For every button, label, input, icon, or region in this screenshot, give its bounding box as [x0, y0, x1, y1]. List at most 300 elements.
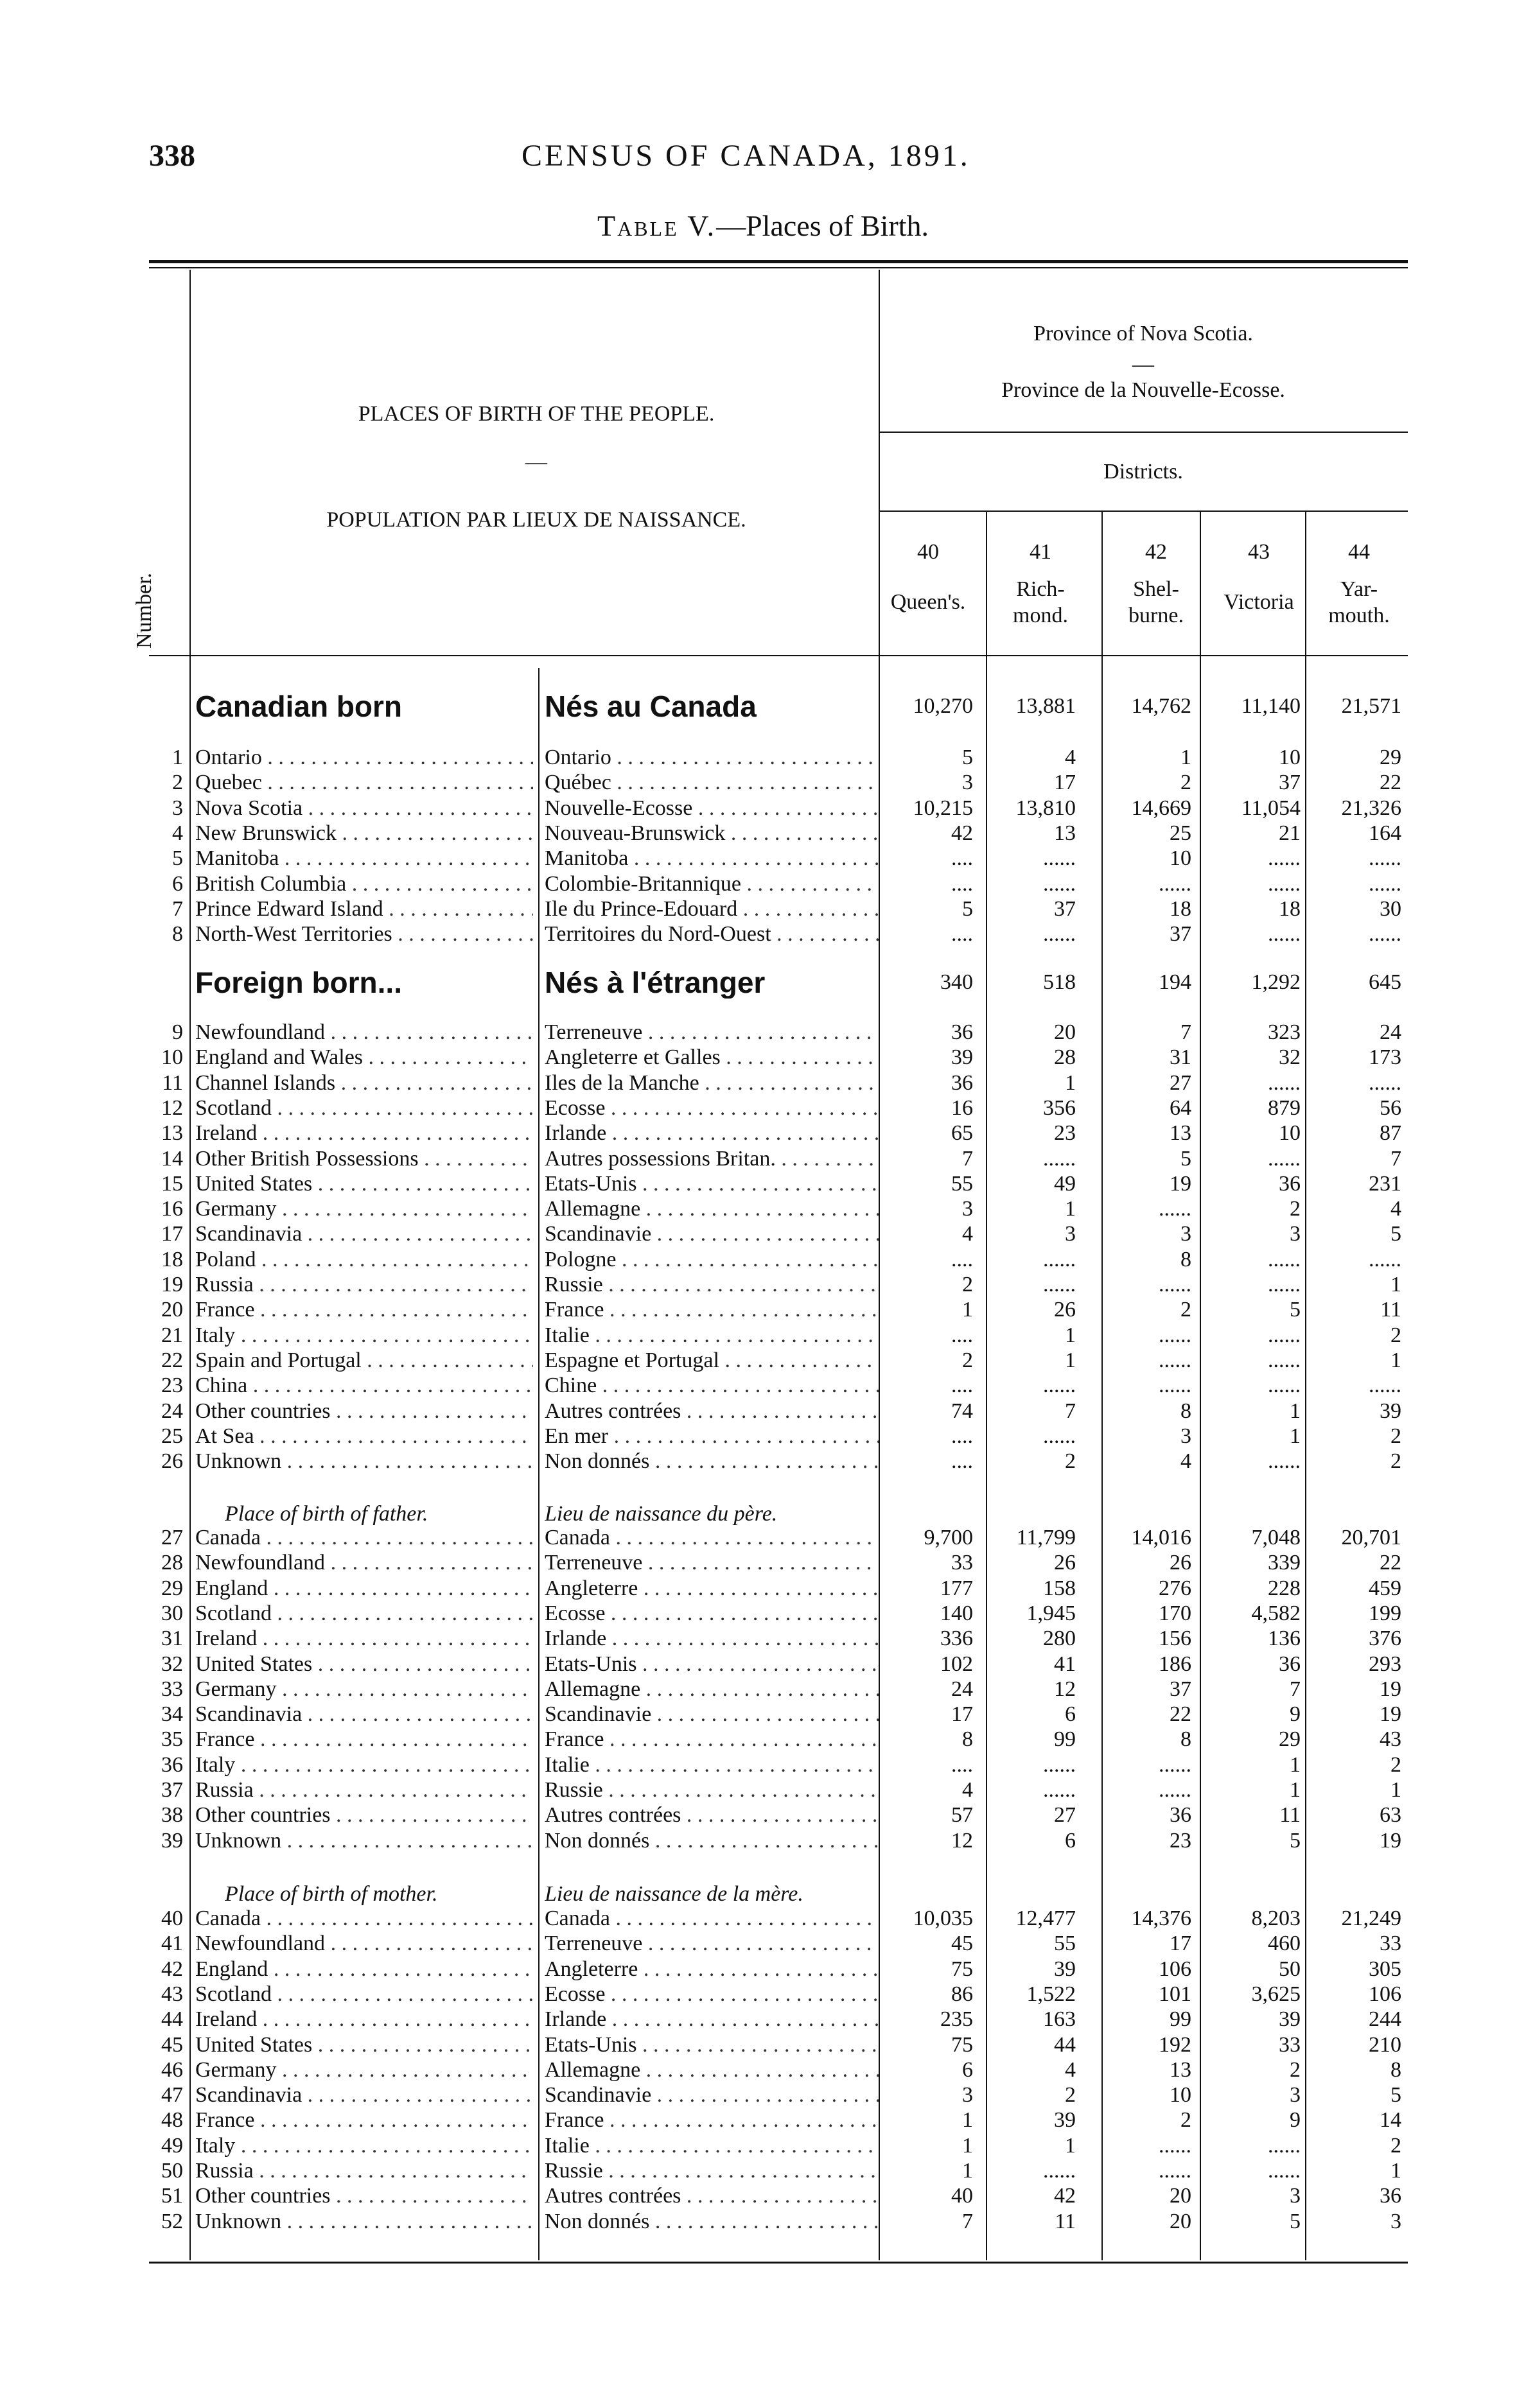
place-en: New Brunswick . . . [195, 821, 533, 846]
row-number: 35 [161, 1727, 183, 1752]
row-number: 46 [161, 2057, 183, 2082]
header-bottom-rule [149, 655, 1408, 656]
cell-value: 11 [1380, 1298, 1401, 1322]
cell-value: 16 [951, 1095, 973, 1120]
cell-value: 27 [1054, 1803, 1076, 1828]
place-en: Quebec . . . [195, 770, 533, 796]
place-fr: Scandinavie . . . [545, 1221, 879, 1247]
cell-value: 11,054 [1241, 796, 1301, 820]
place-fr: Russie . . . [545, 1272, 879, 1298]
cell-value: 17 [951, 1702, 973, 1727]
row-number: 48 [161, 2108, 183, 2133]
cell-value: 323 [1268, 1020, 1301, 1044]
cell-value: 3 [1180, 1222, 1191, 1246]
cell-value: 10 [1279, 746, 1301, 769]
cell-value: 7 [962, 1146, 973, 1171]
cell-value: 42 [1054, 2184, 1076, 2208]
cell-value: 87 [1380, 1121, 1401, 1146]
cell-value: 29 [1279, 1727, 1301, 1752]
place-fr: Ecosse . . . [545, 1601, 879, 1627]
cell-value: 12,477 [1015, 1906, 1076, 1930]
place-fr: Espagne et Portugal . . . [545, 1348, 879, 1374]
place-fr: Terreneuve . . . [545, 1020, 879, 1045]
cell-value: 4 [962, 1222, 973, 1246]
place-fr: Irlande . . . [545, 2007, 879, 2032]
cell-value: 3 [962, 2083, 973, 2107]
place-en: Russia . . . [195, 1777, 533, 1803]
place-en: At Sea . . . [195, 1424, 533, 1449]
cell-value: ...... [1268, 922, 1301, 947]
cell-value: 10 [1279, 1121, 1301, 1146]
cell-value: 280 [1043, 1627, 1076, 1651]
place-en: Canada . . . [195, 1525, 533, 1551]
place-en: France . . . [195, 1297, 533, 1323]
place-fr: France . . . [545, 1727, 879, 1752]
row-number: 25 [161, 1424, 183, 1448]
top-rule [149, 260, 1408, 263]
cell-value: 1 [1290, 1424, 1301, 1448]
cell-value: 20 [1054, 1020, 1076, 1044]
cell-value: 26 [1054, 1298, 1076, 1322]
cell-value: ...... [1268, 2133, 1301, 2158]
place-en: Other countries . . . [195, 1399, 533, 1424]
cell-value: 3 [1290, 2083, 1301, 2107]
cell-value: 6 [1065, 1702, 1076, 1727]
cell-value: 36 [1170, 1803, 1191, 1828]
district-name-richmond: Rich- mond. [1013, 577, 1068, 627]
cell-value: 7 [962, 2209, 973, 2233]
cell-value: 9 [1290, 2108, 1301, 2133]
table-row [0, 1146, 1526, 1172]
table-row [0, 821, 1526, 846]
cell-value: 37 [1170, 922, 1191, 947]
cell-value: ...... [1043, 1752, 1076, 1777]
place-fr: Italie . . . [545, 1323, 879, 1348]
district-name-shelburne: Shel- burne. [1128, 577, 1184, 627]
table-row [0, 1677, 1526, 1702]
place-fr: Nouvelle-Ecosse . . . [545, 796, 879, 821]
place-en: Manitoba . . . [195, 846, 533, 871]
cell-value: ...... [1159, 1323, 1191, 1347]
table-row [0, 896, 1526, 922]
cell-value: 8 [1180, 1727, 1191, 1752]
cell-value: ...... [1369, 871, 1401, 896]
cell-value: 21,249 [1341, 1906, 1401, 1930]
cell-value: 4 [1065, 746, 1076, 769]
cell-value: 244 [1369, 2007, 1401, 2032]
cell-value: 55 [1054, 1932, 1076, 1956]
cell-value: 2 [1065, 1449, 1076, 1474]
cell-value: 13,881 [1015, 694, 1076, 718]
table-row [0, 871, 1526, 897]
place-fr: Autres possessions Britan. . . . [545, 1146, 879, 1172]
cell-value: 340 [940, 970, 973, 994]
cell-value: 22 [1170, 1702, 1191, 1727]
place-en: Nova Scotia . . . [195, 796, 533, 821]
cell-value: ...... [1159, 1273, 1191, 1296]
cell-value: 18 [1279, 896, 1301, 921]
cell-value: 376 [1369, 1627, 1401, 1651]
table-row [0, 921, 1526, 947]
cell-value: 20 [1170, 2184, 1191, 2208]
cell-value: 37 [1279, 771, 1301, 795]
place-fr: Irlande . . . [545, 1121, 879, 1146]
section-label-en: Canadian born [195, 690, 403, 722]
cell-value: 10,215 [913, 796, 973, 820]
cell-value: 2 [1390, 1424, 1401, 1448]
district-name-yarmouth: Yar- mouth. [1328, 577, 1390, 627]
place-en: Scandinavia . . . [195, 1221, 533, 1247]
row-number: 47 [161, 2083, 183, 2107]
cell-value: 1,945 [1026, 1601, 1076, 1625]
place-en: Unknown . . . [195, 1828, 533, 1854]
cell-value: 27 [1170, 1070, 1191, 1095]
place-fr: Manitoba . . . [545, 846, 879, 871]
page-header [149, 138, 1408, 189]
cell-value: 36 [1380, 2184, 1401, 2208]
cell-value: ...... [1268, 1323, 1301, 1347]
cell-value: 33 [951, 1551, 973, 1575]
cell-value: 163 [1043, 2007, 1076, 2032]
cell-value: 1 [1290, 1399, 1301, 1423]
cell-value: ...... [1043, 846, 1076, 871]
cell-value: 339 [1268, 1551, 1301, 1575]
row-number: 32 [161, 1652, 183, 1676]
row-number: 17 [161, 1222, 183, 1246]
row-number: 2 [172, 771, 183, 795]
cell-value: ...... [1043, 1778, 1076, 1802]
district-name-queens: Queen's. [890, 590, 966, 614]
place-en: Germany . . . [195, 2057, 533, 2083]
cell-value: 75 [951, 2032, 973, 2057]
place-en: Prince Edward Island . . . [195, 896, 533, 922]
place-fr: Russie . . . [545, 2158, 879, 2184]
cell-value: 3 [1390, 2209, 1401, 2233]
cell-value: 63 [1380, 1803, 1401, 1828]
cell-value: 33 [1279, 2032, 1301, 2057]
cell-value: ...... [1369, 1374, 1401, 1398]
place-en: England . . . [195, 1957, 533, 1982]
cell-value: 20,701 [1341, 1526, 1401, 1549]
place-en: Scotland . . . [195, 1095, 533, 1121]
cell-value: 3 [962, 771, 973, 795]
cell-value: .... [951, 846, 973, 871]
cell-value: 1 [1065, 1348, 1076, 1372]
cell-value: 1 [1390, 1273, 1401, 1296]
cell-value: 74 [951, 1399, 973, 1423]
cell-value: 293 [1369, 1652, 1401, 1676]
row-number: 24 [161, 1399, 183, 1423]
cell-value: ...... [1159, 1778, 1191, 1802]
subheading-fr: Lieu de naissance du père. [545, 1502, 778, 1526]
place-fr: Scandinavie . . . [545, 1702, 879, 1727]
table-row [0, 2183, 1526, 2209]
place-en: United States . . . [195, 2032, 533, 2058]
cell-value: 518 [1043, 970, 1076, 994]
place-en: Italy . . . [195, 1323, 533, 1348]
cell-value: 65 [951, 1121, 973, 1146]
cell-value: 13,810 [1015, 796, 1076, 820]
cell-value: 879 [1268, 1095, 1301, 1120]
cell-value: 2 [962, 1273, 973, 1296]
cell-value: ...... [1268, 1273, 1301, 1296]
place-en: Other countries . . . [195, 1802, 533, 1828]
cell-value: 460 [1268, 1932, 1301, 1956]
place-en: England . . . [195, 1576, 533, 1601]
place-fr: Autres contrées . . . [545, 2183, 879, 2209]
cell-value: ...... [1159, 2159, 1191, 2183]
row-number: 18 [161, 1247, 183, 1271]
cell-value: 43 [1380, 1727, 1401, 1752]
cell-value: 2 [1290, 1197, 1301, 1221]
district-number-44: 44 [1348, 540, 1370, 564]
cell-value: 86 [951, 1982, 973, 2006]
place-en: United States . . . [195, 1652, 533, 1677]
cell-value: ...... [1043, 1247, 1076, 1271]
cell-value: 5 [1290, 2209, 1301, 2233]
table-row [0, 1550, 1526, 1576]
cell-value: 4 [1065, 2057, 1076, 2082]
cell-value: 13 [1170, 2057, 1191, 2082]
cell-value: ...... [1268, 846, 1301, 871]
row-number: 4 [172, 821, 183, 845]
cell-value: 8 [962, 1727, 973, 1752]
row-number: 15 [161, 1171, 183, 1196]
place-en: Russia . . . [195, 2158, 533, 2184]
cell-value: 31 [1170, 1045, 1191, 1070]
cell-value: 28 [1054, 1045, 1076, 1070]
cell-value: 645 [1369, 970, 1401, 994]
table-row [0, 796, 1526, 821]
cell-value: 1 [1065, 1323, 1076, 1347]
row-number: 6 [172, 871, 183, 896]
table-row [0, 846, 1526, 871]
cell-value: 26 [1054, 1551, 1076, 1575]
place-en: Poland . . . [195, 1247, 533, 1273]
cell-value: 459 [1369, 1576, 1401, 1600]
cell-value: 140 [940, 1601, 973, 1625]
place-fr: Etats-Unis . . . [545, 2032, 879, 2058]
section-label-fr: Nés à l'étranger [545, 966, 766, 999]
cell-value: ...... [1268, 1374, 1301, 1398]
cell-value: 2 [1180, 2108, 1191, 2133]
place-en: Germany . . . [195, 1196, 533, 1222]
cell-value: 23 [1054, 1121, 1076, 1146]
row-number: 43 [161, 1982, 183, 2006]
cell-value: 14,376 [1131, 1906, 1191, 1930]
cell-value: 1 [1390, 2159, 1401, 2183]
row-number: 5 [172, 846, 183, 871]
place-en: Germany . . . [195, 1677, 533, 1702]
number-label: Number. [132, 572, 156, 649]
place-en: United States . . . [195, 1171, 533, 1197]
place-fr: Allemagne . . . [545, 1677, 879, 1702]
row-number: 40 [161, 1906, 183, 1930]
table-row [0, 2158, 1526, 2184]
cell-value: 29 [1380, 746, 1401, 769]
cell-value: ...... [1268, 1449, 1301, 1474]
cell-value: 231 [1369, 1171, 1401, 1196]
row-number: 21 [161, 1323, 183, 1347]
cell-value: 20 [1170, 2209, 1191, 2233]
cell-value: 101 [1159, 1982, 1191, 2006]
row-number: 38 [161, 1803, 183, 1828]
page-number: 338 [149, 139, 195, 173]
row-number: 36 [161, 1752, 183, 1777]
cell-value: ...... [1268, 1146, 1301, 1171]
row-number: 27 [161, 1526, 183, 1549]
cell-value: 12 [1054, 1677, 1076, 1701]
cell-value: 49 [1054, 1171, 1076, 1196]
cell-value: ...... [1159, 1197, 1191, 1221]
row-number: 3 [172, 796, 183, 820]
cell-value: ...... [1043, 1273, 1076, 1296]
cell-value: 23 [1170, 1828, 1191, 1853]
cell-value: .... [951, 1374, 973, 1398]
row-number: 30 [161, 1601, 183, 1625]
place-fr: Colombie-Britannique . . . [545, 871, 879, 897]
cell-value: 5 [1290, 1298, 1301, 1322]
place-fr: France . . . [545, 1297, 879, 1323]
cell-value: 2 [1065, 2083, 1076, 2107]
districts-rule [879, 510, 1408, 512]
place-en: Ireland . . . [195, 1121, 533, 1146]
cell-value: 136 [1268, 1627, 1301, 1651]
cell-value: 2 [1390, 1449, 1401, 1474]
table-label: Table V. [597, 209, 717, 242]
row-number: 1 [172, 746, 183, 769]
cell-value: 10,035 [913, 1906, 973, 1930]
place-fr: Autres contrées . . . [545, 1802, 879, 1828]
place-en: Channel Islands . . . [195, 1070, 533, 1096]
table-row [0, 1828, 1526, 1854]
table-row [0, 1752, 1526, 1778]
table-row [0, 1449, 1526, 1474]
cell-value: ...... [1268, 1348, 1301, 1372]
cell-value: 1 [962, 2133, 973, 2158]
cell-value: 5 [1390, 2083, 1401, 2107]
place-fr: Iles de la Manche . . . [545, 1070, 879, 1096]
cell-value: 50 [1279, 1957, 1301, 1981]
cell-value: 19 [1380, 1677, 1401, 1701]
cell-value: ...... [1043, 1374, 1076, 1398]
row-number: 34 [161, 1702, 183, 1727]
cell-value: 102 [940, 1652, 973, 1676]
place-en: China . . . [195, 1373, 533, 1399]
table-row [0, 1702, 1526, 1727]
places-fr: POPULATION PAR LIEUX DE NAISSANCE. [326, 508, 746, 532]
cell-value: ...... [1369, 1070, 1401, 1095]
cell-value: ...... [1268, 871, 1301, 896]
place-en: Unknown . . . [195, 2209, 533, 2235]
place-en: North-West Territories . . . [195, 921, 533, 947]
cell-value: 5 [1290, 1828, 1301, 1853]
row-number: 7 [172, 896, 183, 921]
place-en: Ontario . . . [195, 745, 533, 771]
cell-value: 177 [940, 1576, 973, 1600]
cell-value: 1 [1065, 1197, 1076, 1221]
places-en: PLACES OF BIRTH OF THE PEOPLE. [358, 402, 715, 426]
section-canadian-born [0, 690, 1526, 722]
row-number: 39 [161, 1828, 183, 1853]
cell-value: 33 [1380, 1932, 1401, 1956]
place-fr: Non donnés . . . [545, 2209, 879, 2235]
row-number: 10 [161, 1045, 183, 1070]
place-en: Italy . . . [195, 1752, 533, 1778]
cell-value: 24 [1380, 1020, 1401, 1044]
places-dash: — [525, 450, 547, 474]
cell-value: .... [951, 871, 973, 896]
table-row [0, 1045, 1526, 1070]
cell-value: 186 [1159, 1652, 1191, 1676]
row-number: 22 [161, 1348, 183, 1372]
place-fr: Québec . . . [545, 770, 879, 796]
cell-value: 156 [1159, 1627, 1191, 1651]
cell-value: 170 [1159, 1601, 1191, 1625]
table-row [0, 1095, 1526, 1121]
table-row [0, 1070, 1526, 1096]
cell-value: 12 [951, 1828, 973, 1853]
cell-value: 9 [1290, 1702, 1301, 1727]
row-number: 13 [161, 1121, 183, 1146]
bottom-rule [149, 2262, 1408, 2264]
cell-value: 13 [1054, 821, 1076, 845]
cell-value: ...... [1159, 1752, 1191, 1777]
cell-value: 17 [1170, 1932, 1191, 1956]
cell-value: 1 [1390, 1348, 1401, 1372]
table-title [0, 209, 1526, 243]
row-number: 52 [161, 2209, 183, 2233]
place-fr: Ecosse . . . [545, 1982, 879, 2007]
table-row [0, 1601, 1526, 1627]
cell-value: 5 [1180, 1146, 1191, 1171]
cell-value: ...... [1043, 1424, 1076, 1448]
place-en: Scandinavia . . . [195, 1702, 533, 1727]
cell-value: 336 [940, 1627, 973, 1651]
cell-value: 42 [951, 821, 973, 845]
cell-value: ...... [1369, 922, 1401, 947]
cell-value: 64 [1170, 1095, 1191, 1120]
place-fr: Autres contrées . . . [545, 1399, 879, 1424]
cell-value: 21,326 [1341, 796, 1401, 820]
row-number: 50 [161, 2159, 183, 2183]
cell-value: 3 [1180, 1424, 1191, 1448]
row-number: 45 [161, 2032, 183, 2057]
row-number: 11 [162, 1070, 183, 1095]
cell-value: 5 [962, 746, 973, 769]
place-en: Newfoundland . . . [195, 1931, 533, 1957]
cell-value: ...... [1268, 1070, 1301, 1095]
place-en: Spain and Portugal . . . [195, 1348, 533, 1374]
row-number: 14 [161, 1146, 183, 1171]
cell-value: 39 [1054, 2108, 1076, 2133]
table-row [0, 1399, 1526, 1424]
row-number: 12 [161, 1095, 183, 1120]
place-en: Newfoundland . . . [195, 1550, 533, 1576]
place-fr: Canada . . . [545, 1525, 879, 1551]
cell-value: 75 [951, 1957, 973, 1981]
place-fr: Etats-Unis . . . [545, 1652, 879, 1677]
cell-value: 1,292 [1251, 970, 1301, 994]
cell-value: 228 [1268, 1576, 1301, 1600]
cell-value: ...... [1159, 1348, 1191, 1372]
place-en: Other countries . . . [195, 2183, 533, 2209]
cell-value: 356 [1043, 1095, 1076, 1120]
cell-value: 14,669 [1131, 796, 1191, 820]
cell-value: 2 [1180, 1298, 1191, 1322]
subheading-fr: Lieu de naissance de la mère. [545, 1882, 803, 1906]
table-row [0, 2209, 1526, 2235]
